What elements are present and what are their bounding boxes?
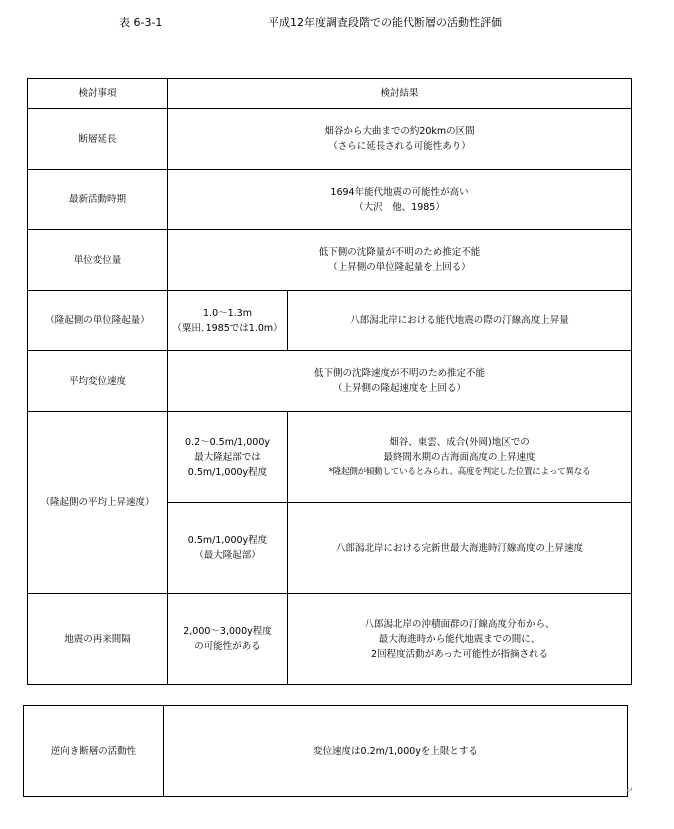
value-line: の可能性がある: [194, 641, 261, 652]
table-row: [28, 230, 632, 291]
header-item: 検討事項: [28, 79, 168, 109]
table-row: [28, 351, 632, 412]
value-line: （粟田､1985では1.0m）: [172, 322, 283, 334]
result-reverse-fault: 変位速度は0.2m/1,000yを上限とする: [164, 706, 628, 797]
basis-recurrence: [288, 594, 632, 685]
value-line: （最大隆起部）: [194, 550, 261, 561]
paragraph-mark: ↵: [626, 786, 634, 796]
result-fault-length: [168, 109, 632, 170]
table-row: [28, 291, 632, 351]
value-uplift-rate-1: [168, 412, 288, 503]
basis-line: 最終間氷期の古海面高度の上昇速度: [383, 451, 536, 463]
value-uplift-rate-2: [168, 503, 288, 594]
basis-line: 最大海進時から能代地震までの間に、: [378, 633, 541, 645]
basis-line: 2回程度活動があった可能性が指摘される: [371, 648, 548, 660]
table-number: 表 6-3-1: [119, 16, 163, 29]
result-line: 畑谷から大曲までの約20kmの区間: [324, 126, 475, 137]
table-row: [28, 594, 632, 685]
item-fault-length: 断層延長: [28, 109, 168, 170]
basis-footnote: *隆起側が傾動しているとみられ、高度を判定した位置によって異なる: [328, 466, 591, 477]
page-title: 平成12年度調査段階での能代断層の活動性評価: [268, 16, 502, 29]
item-average-rate: 平均変位速度: [28, 351, 168, 412]
result-line: （上昇側の隆起速度を上回る）: [333, 383, 467, 394]
table-row: [28, 109, 632, 170]
result-line: 1694年能代地震の可能性が高い: [330, 186, 469, 198]
basis-uplift-unit: 八郎潟北岸における能代地震の際の汀線高度上昇量: [288, 291, 632, 351]
basis-uplift-rate-2: 八郎潟北岸における完新世最大海進時汀線高度の上昇速度: [288, 503, 632, 594]
value-line: 最大隆起部では: [194, 451, 261, 463]
value-uplift-unit: [168, 291, 288, 351]
header-result: 検討結果: [168, 79, 632, 109]
result-unit-displacement: [168, 230, 632, 291]
header-row: [28, 79, 632, 109]
activity-evaluation-table: [27, 78, 632, 685]
reverse-fault-table: [23, 705, 628, 797]
value-line: 1.0～1.3m: [203, 307, 252, 319]
value-line: 0.2～0.5m/1,000y: [185, 436, 270, 448]
value-line: 0.5m/1,000y程度: [187, 535, 268, 546]
value-line: 2,000～3,000y程度: [183, 626, 272, 637]
table-row: [28, 170, 632, 230]
basis-line: 八郎潟北岸の沖積面群の汀線高度分布から、: [364, 618, 555, 630]
table-row: [24, 706, 628, 797]
result-line: 低下側の沈降速度が不明のため推定不能: [314, 368, 486, 379]
result-line: （さらに延長される可能性あり）: [328, 141, 471, 152]
item-latest-activity: 最新活動時期: [28, 170, 168, 230]
result-average-rate: [168, 351, 632, 412]
item-reverse-fault: 逆向き断層の活動性: [24, 706, 164, 797]
result-line: （大沢 他、1985）: [354, 201, 445, 213]
item-uplift-unit: （隆起側の単位隆起量）: [28, 291, 168, 351]
result-line: （上昇側の単位隆起量を上回る）: [328, 262, 471, 273]
basis-line: 畑谷、東雲、成合(外岡)地区での: [389, 436, 530, 448]
item-unit-displacement: 単位変位量: [28, 230, 168, 291]
item-recurrence: 地震の再来間隔: [28, 594, 168, 685]
item-uplift-rate: （隆起側の平均上昇速度）: [28, 412, 168, 594]
result-line: 低下側の沈降量が不明のため推定不能: [318, 247, 481, 258]
value-recurrence: [168, 594, 288, 685]
value-line: 0.5m/1,000y程度: [187, 466, 268, 478]
table-row: [28, 412, 632, 503]
basis-uplift-rate-1: [288, 412, 632, 503]
result-latest-activity: [168, 170, 632, 230]
